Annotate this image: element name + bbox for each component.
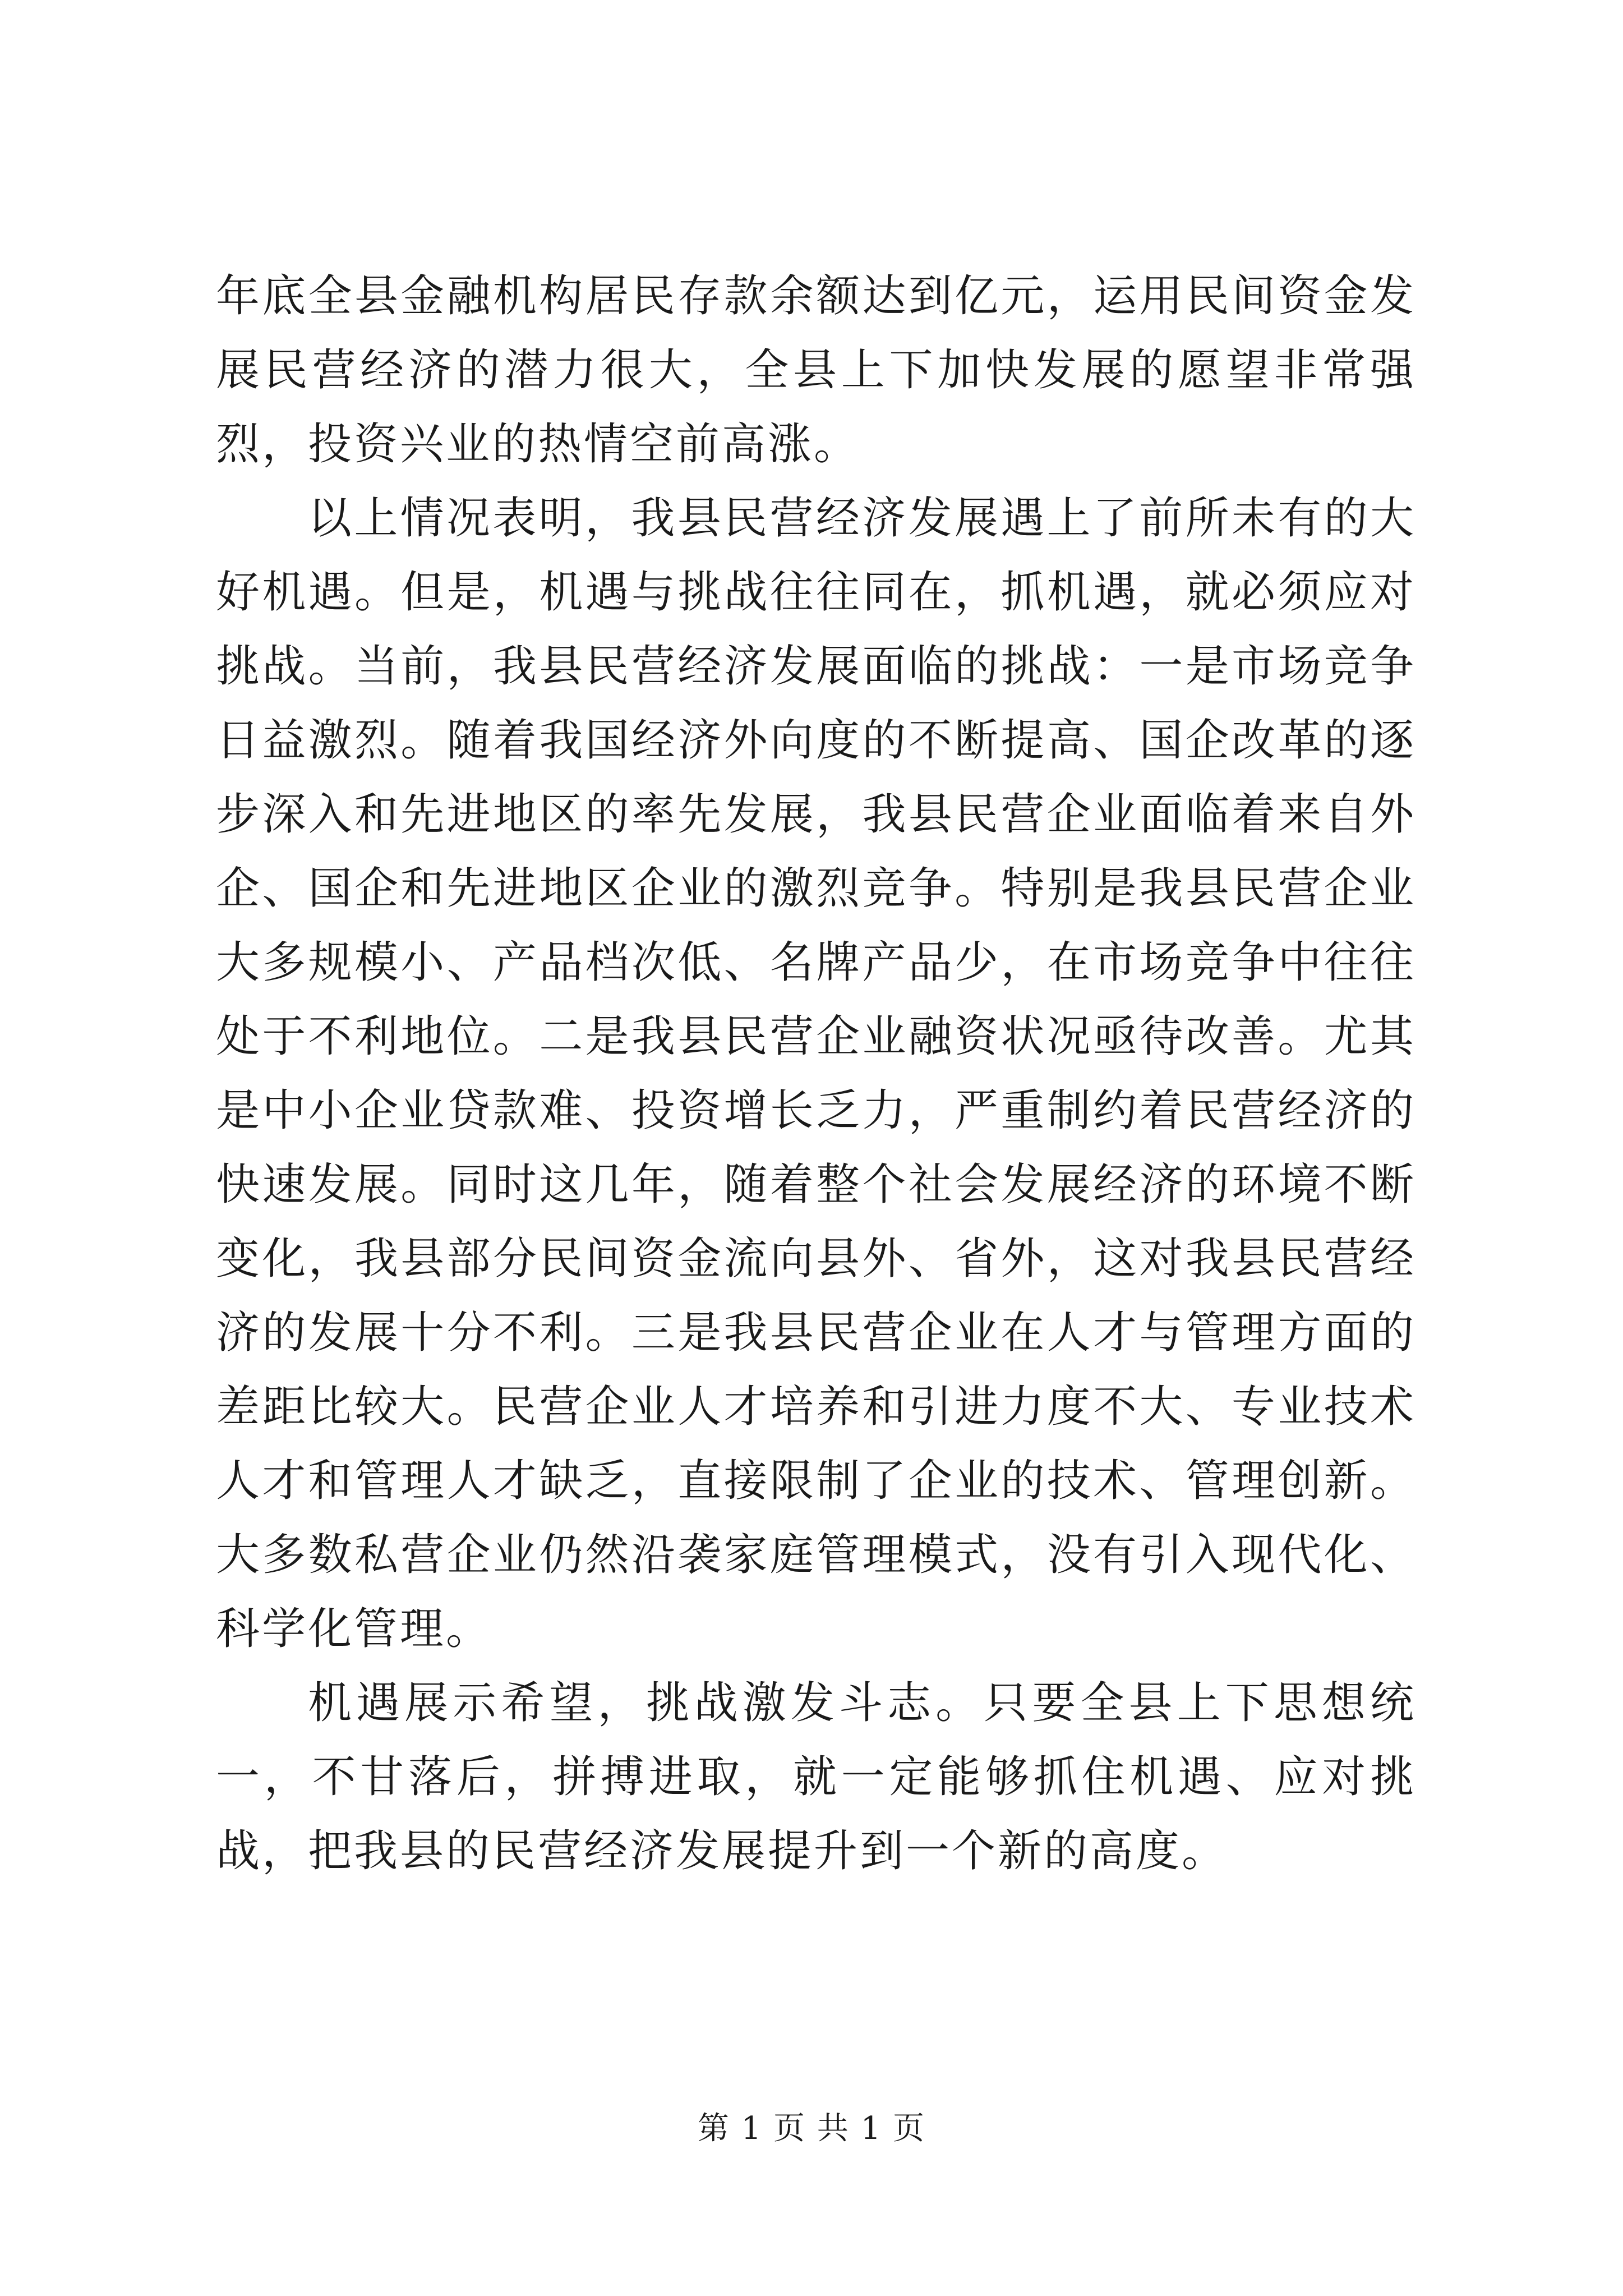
paragraph-2: 以上情况表明，我县民营经济发展遇上了前所未有的大好机遇。但是，机遇与挑战往往同在，抓机遇，就必须应对挑战。当前，我县民营经济发展面临的挑战：一是市场竞争日益激烈。随着我国经济外向度的不断提高、国企改革的逐步深入和先进地区的率先发展，我县民营企业面临着来自外企、国企和先进地区企业的激烈竞争。特别是我县民营企业大多规模小、产品档次低、名牌产品少，在市场竞争中往往处于不利地位。二是我县民营企业融资状况亟待改善。尤其是中小企业贷款难、投资增长乏力，严重制约着民营经济的快速发展。同时这几年，随着整个社会发展经济的环境不断变化，我县部分民间资金流向县外、省外，这对我县民营经济的发展十分不利。三是我县民营企业在人才与管理方面的差距比较大。民营企业人才培养和引进力度不大、专业技术人才和管理人才缺乏，直接限制了企业的技术、管理创新。大多数私营企业仍然沿袭家庭管理模式，没有引入现代化、科学化管理。 xyxy=(216,493,1416,1654)
document-body xyxy=(216,259,1416,1888)
page-footer: 第 1 页 共 1 页 xyxy=(697,2110,926,2147)
paragraph-3: 机遇展示希望，挑战激发斗志。只要全县上下思想统一，不甘落后，拼搏进取，就一定能够抓住机遇、应对挑战，把我县的民营经济发展提升到一个新的高度。 xyxy=(216,1678,1416,1876)
paragraph-1: 年底全县金融机构居民存款余额达到亿元，运用民间资金发展民营经济的潜力很大，全县上下加快发展的愿望非常强烈，投资兴业的热情空前高涨。 xyxy=(216,271,1416,470)
